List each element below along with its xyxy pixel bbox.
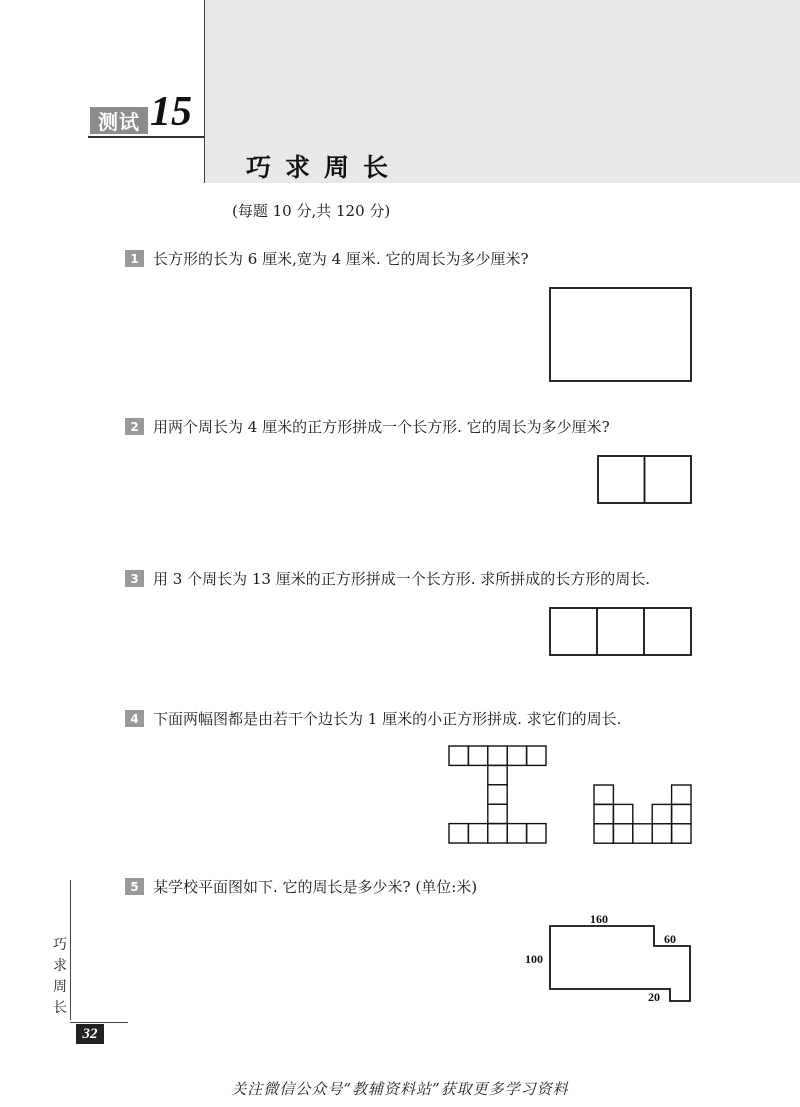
q1-rectangle-figure xyxy=(549,287,693,383)
question-number-4: 4 xyxy=(125,710,144,727)
question-text-2: 用两个周长为 4 厘米的正方形拼成一个长方形. 它的周长为多少厘米? xyxy=(153,418,610,436)
q4-u-shape-figure xyxy=(593,784,693,846)
question-text-3: 用 3 个周长为 13 厘米的正方形拼成一个长方形. 求所拼成的长方形的周长. xyxy=(153,570,651,588)
q3-three-squares-figure xyxy=(549,607,693,657)
side-tab-line xyxy=(70,880,71,1020)
question-number-2: 2 xyxy=(125,418,144,435)
q2-two-squares-figure xyxy=(597,455,693,505)
page-title: 巧求周长 xyxy=(246,153,403,182)
side-char: 长 xyxy=(53,1000,67,1016)
q4-i-shape-figure xyxy=(448,745,548,845)
question-text-1: 长方形的长为 6 厘米,宽为 4 厘米. 它的周长为多少厘米? xyxy=(153,250,529,268)
scoring-note: (每题 10 分,共 120 分) xyxy=(232,202,391,220)
q5-floor-plan-figure xyxy=(520,908,696,1008)
page-number: 32 xyxy=(76,1024,104,1044)
side-char: 求 xyxy=(53,958,67,974)
side-char: 周 xyxy=(53,979,67,995)
side-tab-label xyxy=(52,935,68,1019)
question-number-3: 3 xyxy=(125,570,144,587)
q5-step-label: 60 xyxy=(664,932,676,946)
page-number-rule xyxy=(70,1022,128,1023)
q5-top-label: 160 xyxy=(590,912,608,926)
q5-bottom-label: 20 xyxy=(648,990,660,1004)
side-char: 巧 xyxy=(53,937,67,953)
test-number: 15 xyxy=(150,89,192,135)
question-text-4: 下面两幅图都是由若干个边长为 1 厘米的小正方形拼成. 求它们的周长. xyxy=(153,710,622,728)
test-label: 测试 xyxy=(90,107,148,134)
question-number-1: 1 xyxy=(125,250,144,267)
question-text-5: 某学校平面图如下. 它的周长是多少米? (单位:米) xyxy=(153,878,478,896)
footer-note: 关注微信公众号“教辅资料站”获取更多学习资料 xyxy=(231,1080,569,1098)
question-number-5: 5 xyxy=(125,878,144,895)
q5-left-label: 100 xyxy=(525,952,543,966)
header-rule xyxy=(88,136,204,138)
